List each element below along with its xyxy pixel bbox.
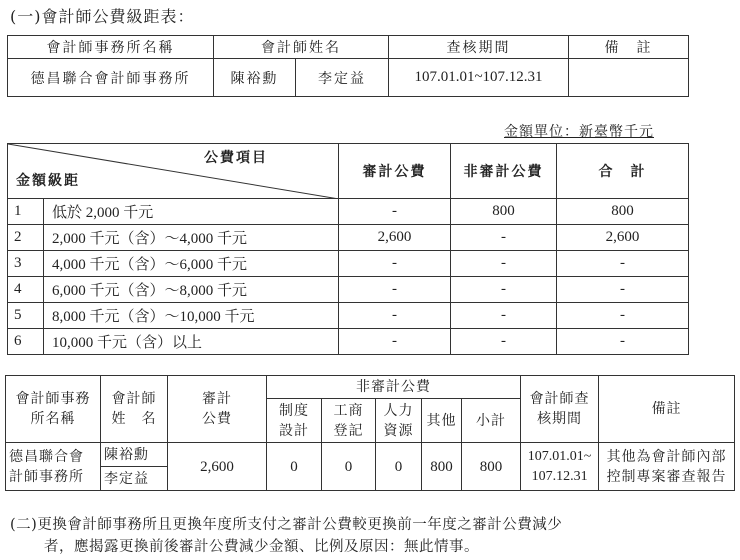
- cell-other: 800: [422, 443, 462, 491]
- cell-audit-period: 107.01.01~107.12.31: [389, 59, 569, 97]
- row-index: 4: [8, 277, 44, 303]
- row-index: 6: [8, 329, 44, 355]
- row-range: 8,000 千元（含）～10,000 千元: [44, 303, 339, 329]
- cell-cpa-2: 李定益: [101, 467, 168, 491]
- header-cpa-names: 會計師姓名: [214, 36, 389, 59]
- row-total: 2,600: [557, 225, 689, 251]
- row-total: -: [557, 277, 689, 303]
- cell-cpa-2: 李定益: [296, 59, 389, 97]
- table-row: [8, 199, 689, 225]
- row-non-audit: 800: [451, 199, 557, 225]
- cell-remarks: [569, 59, 689, 97]
- currency-unit-label: 金額單位：新臺幣千元: [504, 124, 654, 140]
- table-row: [8, 251, 689, 277]
- row-non-audit: -: [451, 303, 557, 329]
- header-human-resources: 人力 資源: [376, 399, 422, 443]
- section-2-line-1: (二)更換會計師事務所且更換年度所支付之審計公費較更換前一年度之審計公費減少: [10, 517, 563, 533]
- row-range: 4,000 千元（含）～6,000 千元: [44, 251, 339, 277]
- cell-audit-fee: 2,600: [168, 443, 267, 491]
- section-2-line-2: 者，應揭露更換前後審計公費減少金額、比例及原因：無此情事。: [44, 539, 479, 555]
- row-total: -: [557, 329, 689, 355]
- cell-remarks: 其他為會計師內部 控制專案審查報告: [599, 443, 735, 491]
- fee-detail-table: [5, 375, 735, 491]
- header-firm-name: 會計師事務 所名稱: [6, 376, 101, 443]
- header-non-audit-fee: 非審計公費: [451, 144, 557, 199]
- header-remarks: 備 註: [569, 36, 689, 59]
- table-row: [8, 329, 689, 355]
- row-audit: -: [339, 303, 451, 329]
- table-row: [8, 225, 689, 251]
- row-non-audit: -: [451, 251, 557, 277]
- amount-range-label: 金額級距: [16, 173, 80, 189]
- cell-human-resources: 0: [376, 443, 422, 491]
- diagonal-header-cell: [8, 144, 339, 199]
- header-subtotal: 小計: [462, 399, 521, 443]
- cell-cpa-1: 陳裕勳: [214, 59, 296, 97]
- row-audit: -: [339, 199, 451, 225]
- fee-item-label: 公費項目: [204, 150, 268, 166]
- row-range: 6,000 千元（含）～8,000 千元: [44, 277, 339, 303]
- cpa-info-table: [7, 35, 689, 97]
- row-non-audit: -: [451, 225, 557, 251]
- table-row: [6, 443, 735, 467]
- row-audit: -: [339, 329, 451, 355]
- header-system-design: 制度 設計: [267, 399, 322, 443]
- table-row: [8, 277, 689, 303]
- row-index: 1: [8, 199, 44, 225]
- fee-bracket-table: [7, 143, 689, 355]
- row-index: 3: [8, 251, 44, 277]
- row-non-audit: -: [451, 329, 557, 355]
- row-audit: -: [339, 251, 451, 277]
- header-cpa-name: 會計師 姓 名: [101, 376, 168, 443]
- header-audit-period: 會計師查 核期間: [521, 376, 599, 443]
- section-1-heading: (一)會計師公費級距表：: [10, 7, 195, 26]
- cell-system-design: 0: [267, 443, 322, 491]
- row-total: -: [557, 303, 689, 329]
- header-audit-fee: 審計公費: [339, 144, 451, 199]
- cell-cpa-1: 陳裕勳: [101, 443, 168, 467]
- header-audit-fee: 審計 公費: [168, 376, 267, 443]
- row-total: -: [557, 251, 689, 277]
- header-firm-name: 會計師事務所名稱: [8, 36, 214, 59]
- cell-audit-period: 107.01.01~ 107.12.31: [521, 443, 599, 491]
- cell-subtotal: 800: [462, 443, 521, 491]
- row-non-audit: -: [451, 277, 557, 303]
- cell-firm-name: 德昌聯合會計師事務所: [8, 59, 214, 97]
- header-remarks: 備註: [599, 376, 735, 443]
- row-range: 2,000 千元（含）～4,000 千元: [44, 225, 339, 251]
- row-index: 2: [8, 225, 44, 251]
- header-business-registration: 工商 登記: [322, 399, 376, 443]
- row-audit: 2,600: [339, 225, 451, 251]
- header-other: 其他: [422, 399, 462, 443]
- table-row: [8, 303, 689, 329]
- header-non-audit-fee: 非審計公費: [267, 376, 521, 399]
- row-range: 低於 2,000 千元: [44, 199, 339, 225]
- header-total: 合 計: [557, 144, 689, 199]
- cell-business-registration: 0: [322, 443, 376, 491]
- cell-firm-name: 德昌聯合會 計師事務所: [6, 443, 101, 491]
- row-total: 800: [557, 199, 689, 225]
- row-range: 10,000 千元（含）以上: [44, 329, 339, 355]
- row-audit: -: [339, 277, 451, 303]
- header-audit-period: 查核期間: [389, 36, 569, 59]
- row-index: 5: [8, 303, 44, 329]
- section-2-paragraph: [10, 514, 738, 558]
